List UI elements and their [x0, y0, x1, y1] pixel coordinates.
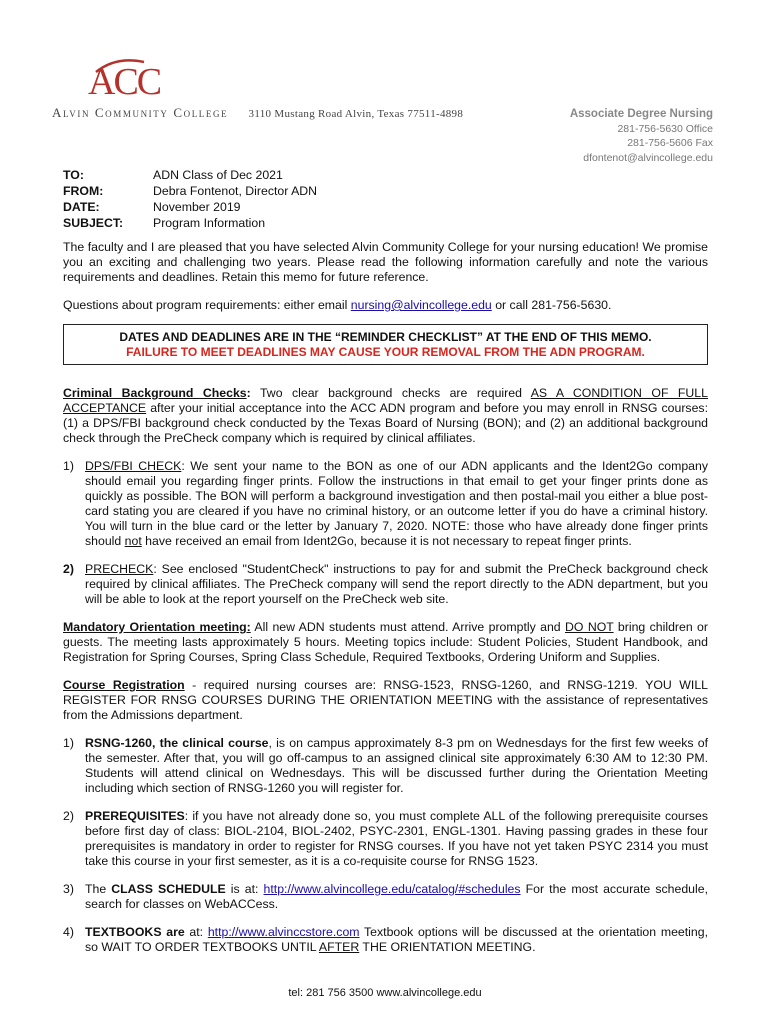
department-name: Associate Degree Nursing	[569, 108, 713, 120]
list-item-dps-fbi: 1) DPS/FBI CHECK: We sent your name to the BON as one of our ADN applicants and the Ident2Go company should email you regarding finger prints. Follow the instructions in that email to get your finger prints done as quickly as possible. The BON will perform a background investigation and then postal-mail you either a blue post-card stating you are cleared if you have no criminal history, or an outcome letter if you do have a criminal history. You will turn in the blue card or the letter by January 7, 2020. NOTE: those who have already done finger prints should not have received an email from Ident2Go, because it is not necessary to repeat finger prints.	[63, 459, 708, 548]
bookstore-link[interactable]: http://www.alvinccstore.com	[207, 925, 360, 939]
fax-number: 281-756-5606 Fax	[627, 137, 713, 149]
page-footer: tel: 281 756 3500 www.alvincollege.edu	[288, 987, 482, 999]
college-name-line	[52, 105, 463, 122]
memo-body	[63, 240, 708, 968]
list-item-prerequisites: 2) PREREQUISITES: if you have not already done so, you must complete ALL of the following prerequisite courses before first day of class: BIOL-2104, BIOL-2402, PSYC-2301, ENGL-1301. Having passing grades in these four prerequisites is mandatory in order to register for RNSG courses. If you have not yet taken PSYC 2314 you must take this course in your first semester, as it is a co-requisite course for RNSG 1523.	[63, 809, 708, 868]
orientation-heading: Mandatory Orientation meeting:	[63, 620, 251, 634]
college-name: Alvin Community College	[52, 105, 229, 120]
college-address: 3110 Mustang Road Alvin, Texas 77511-4898	[248, 108, 464, 120]
department-email[interactable]: dfontenot@alvincollege.edu	[583, 151, 713, 164]
notice-line-2: FAILURE TO MEET DEADLINES MAY CAUSE YOUR REMOVAL FROM THE ADN PROGRAM.	[126, 345, 645, 359]
dps-fbi-label: DPS/FBI CHECK	[85, 459, 182, 473]
intro-paragraph: The faculty and I are pleased that you have selected Alvin Community College for your nursing education! We promise you an exciting and challenging two years. Please read the following information carefully and note the various requirements and deadlines. Retain this memo for future reference.	[63, 240, 708, 284]
notice-line-1: DATES AND DEADLINES ARE IN THE “REMINDER CHECKLIST” AT THE END OF THIS MEMO.	[119, 330, 652, 344]
nursing-email-link[interactable]: nursing@alvincollege.edu	[350, 298, 492, 312]
office-phone: 281-756-5630 Office	[617, 122, 713, 135]
from-value: Debra Fontenot, Director ADN	[153, 184, 318, 198]
to-value: ADN Class of Dec 2021	[153, 168, 283, 182]
list-item-precheck: 2) PRECHECK: See enclosed "StudentCheck" instructions to pay for and submit the PreCheck background check required by clinical affiliates. The PreCheck company will send the report directly to the ADN department, but you will be able to look at the report yourself on the PreCheck web site.	[63, 562, 708, 606]
acc-logo	[86, 58, 178, 98]
list-item-clinical-course: 1) RSNG-1260, the clinical course, is on campus approximately 8-3 pm on Wednesdays for the first few weeks of the semester. After that, you will go off-campus to an assigned clinical site approximately 6:30 AM to 12:30 PM. Students will attend clinical on Wednesdays. This will be discussed further during the Orientation Meeting including which section of RNSG-1260 you will register for.	[63, 736, 709, 795]
schedule-link[interactable]: http://www.alvincollege.edu/catalog/#schedules	[263, 882, 521, 896]
questions-paragraph: Questions about program requirements: either email nursing@alvincollege.edu or call 281-756-5630.	[63, 298, 612, 312]
list-item-class-schedule: 3) The CLASS SCHEDULE is at: http://www.alvincollege.edu/catalog/#schedules For the most accurate schedule, search for classes on WebACCess.	[63, 882, 708, 911]
registration-heading: Course Registration	[63, 678, 185, 692]
subject-label: SUBJECT:	[63, 216, 124, 230]
criminal-background-paragraph: Criminal Background Checks: Two clear background checks are required AS A CONDITION OF FULL ACCEPTANCE after your initial acceptance into the ACC ADN program and before you may enroll in RNSG courses: (1) a DPS/FBI background check conducted by the Texas Board of Nursing (BON); and (2) an additional background check through the PreCheck company which is required by clinical affiliates.	[63, 386, 708, 445]
memo-header	[63, 167, 317, 231]
precheck-label: PRECHECK	[85, 562, 154, 576]
to-label: TO:	[63, 168, 84, 182]
date-label: DATE:	[63, 200, 100, 214]
from-label: FROM:	[63, 184, 104, 198]
department-contact	[570, 107, 713, 165]
registration-paragraph: Course Registration - required nursing courses are: RNSG-1523, RNSG-1260, and RNSG-1219. YOU WILL REGISTER FOR RNSG COURSES DURING THE ORIENTATION MEETING with the assistance of representatives from the Admissions department.	[63, 678, 708, 722]
criminal-heading: Criminal Background Checks	[63, 386, 247, 400]
subject-value: Program Information	[153, 216, 266, 230]
svg-text:ACC: ACC	[88, 61, 161, 98]
deadline-notice	[63, 324, 708, 365]
date-value: November 2019	[153, 200, 241, 214]
acceptance-condition: AS A CONDITION OF FULL ACCEPTANCE	[63, 386, 708, 415]
list-item-textbooks: 4) TEXTBOOKS are at: http://www.alvinccstore.com Textbook options will be discussed at the orientation meeting, so WAIT TO ORDER TEXTBOOKS UNTIL AFTER THE ORIENTATION MEETING.	[63, 925, 708, 954]
orientation-paragraph: Mandatory Orientation meeting: All new ADN students must attend. Arrive promptly and DO NOT bring children or guests. The meeting lasts approximately 5 hours. Meeting topics include: Student Policies, Student Handbook, and Registration for Spring Courses, Spring Class Schedule, Required Textbooks, Ordering Uniform and Supplies.	[63, 620, 708, 664]
